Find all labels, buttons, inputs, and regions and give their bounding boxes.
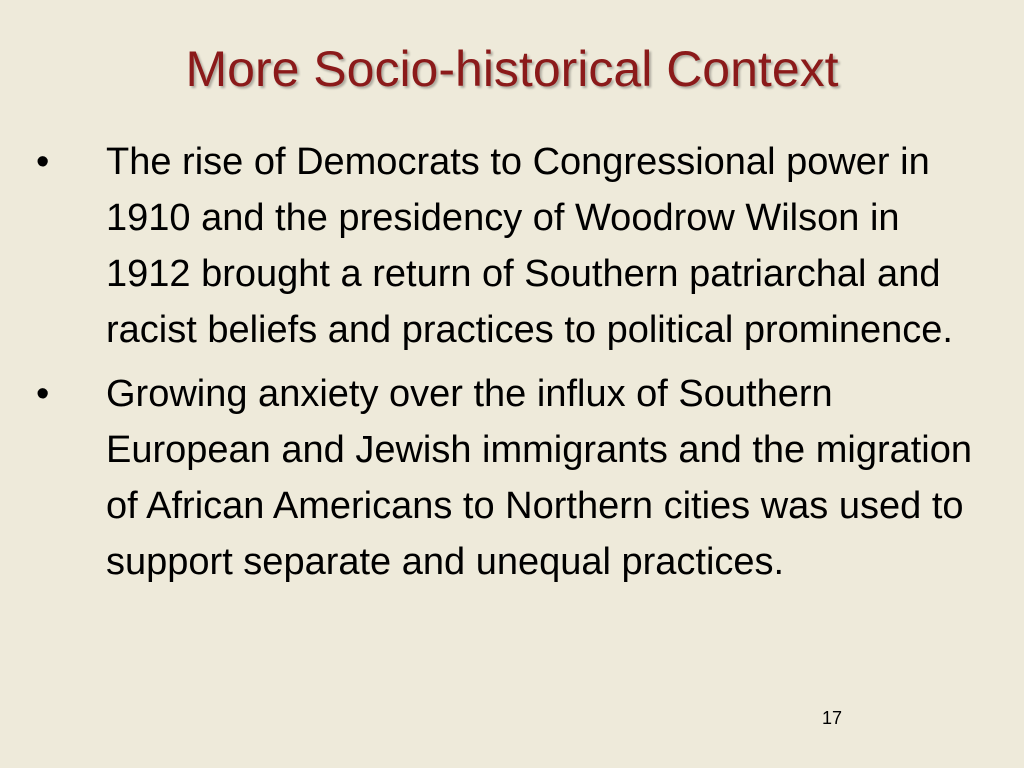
bullet-icon: • [36, 373, 50, 415]
bullet-text: The rise of Democrats to Congressional power in 1910 and the presidency of Woodrow Wilson in 1912 brought a return of Southern patriarchal and racist beliefs and practices to political prominence. [106, 141, 953, 351]
bullet-item [0, 134, 1024, 358]
slide-title: More Socio-historical Context [185, 41, 839, 97]
bullet-item [0, 366, 1024, 590]
bullet-icon: • [36, 141, 50, 183]
bullet-text: Growing anxiety over the influx of Southern European and Jewish immigrants and the migration of African Americans to Northern cities was used to support separate and unequal practices. [106, 373, 973, 583]
bullet-list [0, 134, 1024, 598]
page-number: 17 [822, 708, 843, 728]
